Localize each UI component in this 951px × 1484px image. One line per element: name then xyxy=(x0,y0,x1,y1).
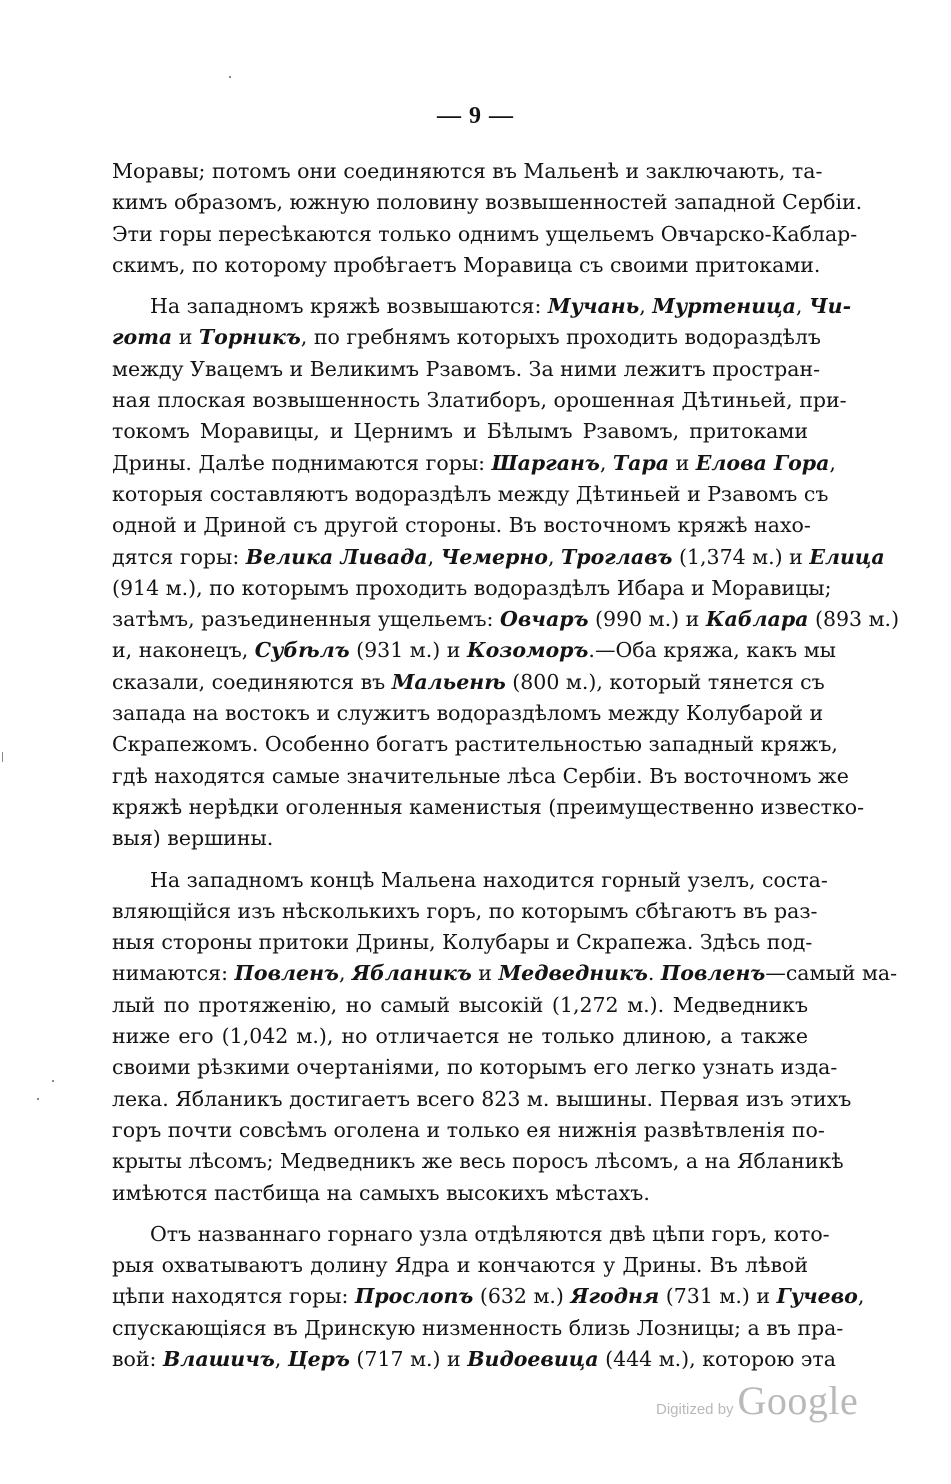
text-line xyxy=(112,1219,830,1250)
text-line xyxy=(112,385,847,416)
italic-place-name: Мучань xyxy=(547,294,640,319)
text-run: кимъ образомъ, южную половину возвышенностей западной Сербіи. xyxy=(112,190,863,215)
text-run: , xyxy=(599,450,613,475)
italic-place-name: Влашичъ xyxy=(162,1346,275,1371)
text-run: выя) вершины. xyxy=(112,826,274,851)
text-line xyxy=(112,1281,865,1312)
italic-place-name: Субѣлъ xyxy=(254,638,350,663)
text-run: , по гребнямъ которыхъ проходить водораздѣлъ xyxy=(300,325,821,350)
text-line xyxy=(112,990,808,1021)
body-text xyxy=(112,156,900,1375)
text-line xyxy=(112,573,832,604)
paragraph-gap xyxy=(112,855,808,865)
text-run: (717 м.) и xyxy=(349,1346,468,1371)
italic-place-name: Троглавъ xyxy=(561,544,673,569)
italic-place-name: Мальенѣ xyxy=(391,669,506,694)
text-line xyxy=(112,542,885,573)
page-number: — 9 — xyxy=(437,103,514,129)
text-run: (800 м.), который тянется съ xyxy=(505,669,825,694)
text-run: кряжѣ нерѣдки оголенныя каменистыя (преимущественно известко- xyxy=(112,794,865,819)
google-logo: Google xyxy=(737,1378,859,1423)
text-line xyxy=(112,1021,808,1052)
text-line xyxy=(112,322,821,353)
text-run: , xyxy=(857,1284,865,1309)
text-line xyxy=(112,219,858,250)
text-run: горъ почти совсѣмъ оголена и только ея нижнія развѣтвленія по- xyxy=(112,1117,825,1142)
text-run: затѣмъ, разъединенныя ущельемъ: xyxy=(112,607,500,632)
italic-place-name: Торникъ xyxy=(198,325,301,350)
italic-place-name: Овчаръ xyxy=(499,607,589,632)
italic-place-name: Видоевица xyxy=(467,1346,599,1371)
text-run: одной и Дриной съ другой стороны. Въ восточномъ кряжѣ нахо- xyxy=(112,513,811,538)
paragraph xyxy=(112,1219,865,1375)
italic-place-name: Чи- xyxy=(808,294,852,319)
text-line xyxy=(112,792,865,823)
italic-place-name: Козоморъ xyxy=(466,638,589,663)
watermark-prefix: Digitized by xyxy=(656,1401,734,1418)
text-run: (731 м.) и xyxy=(659,1284,777,1309)
text-run: и xyxy=(471,961,499,986)
text-line xyxy=(112,865,828,896)
italic-place-name: Прослопъ xyxy=(354,1284,474,1309)
text-line xyxy=(112,1250,808,1281)
text-line xyxy=(112,1115,825,1146)
italic-place-name: гота xyxy=(112,325,173,350)
paragraph-gap xyxy=(112,281,808,291)
text-line xyxy=(112,448,836,479)
italic-place-name: Елова Гора xyxy=(695,450,830,475)
text-line xyxy=(112,927,813,958)
text-run: гдѣ находятся самые значительные лѣса Сербіи. Въ восточномъ же xyxy=(112,763,849,788)
text-line xyxy=(112,698,824,729)
text-line xyxy=(112,416,808,447)
scan-speck xyxy=(37,1098,39,1100)
text-run: и, наконецъ, xyxy=(112,638,255,663)
text-run: (914 м.), по которымъ проходить водораздѣлъ Ибара и Моравицы; xyxy=(112,575,832,600)
italic-place-name: Шарганъ xyxy=(491,450,600,475)
scan-speck xyxy=(52,1080,54,1082)
text-line xyxy=(112,1313,844,1344)
italic-place-name: Повленъ xyxy=(234,961,339,986)
text-run: На западномъ концѣ Мальена находится горный узелъ, соста- xyxy=(150,867,828,892)
text-run: токомъ Моравицы, и Цернимъ и Бѣлымъ Рзавомъ, притоками xyxy=(112,419,808,444)
text-run: На западномъ кряжѣ возвышаются: xyxy=(150,294,548,319)
text-line xyxy=(112,1146,844,1177)
text-run: , xyxy=(547,544,562,569)
text-line xyxy=(112,354,821,385)
text-line xyxy=(112,635,836,666)
text-run: Скрапежомъ. Особенно богатъ растительностью западный кряжъ, xyxy=(112,732,838,757)
text-line xyxy=(112,729,838,760)
text-run: вой: xyxy=(112,1346,163,1371)
text-run: ная плоская возвышенность Златиборъ, орошенная Дѣтиньей, при- xyxy=(112,388,847,413)
italic-place-name: Муртеница xyxy=(652,294,796,319)
text-run: дятся горы: xyxy=(112,544,246,569)
text-run: запада на востокъ и служитъ водораздѣломъ между Колубарой и xyxy=(112,701,824,726)
text-run: . xyxy=(647,961,661,986)
text-line xyxy=(112,823,808,854)
scan-speck xyxy=(2,752,3,762)
italic-place-name: Елица xyxy=(809,544,885,569)
text-run: своими рѣзкими очертаніями, по которымъ его легко узнать изда- xyxy=(112,1055,838,1080)
italic-place-name: Каблара xyxy=(705,607,809,632)
text-line xyxy=(112,1052,838,1083)
text-line xyxy=(112,510,811,541)
text-line xyxy=(112,667,825,698)
paragraph xyxy=(112,156,863,281)
text-run: спускающіяся въ Дринскую низменность близь Лозницы; а въ пра- xyxy=(112,1315,844,1340)
text-line xyxy=(112,1178,808,1209)
text-run: —самый ма- xyxy=(765,961,898,986)
text-run: лека. Ябланикъ достигаетъ всего 823 м. вышины. Первая изъ этихъ xyxy=(112,1086,852,1111)
italic-place-name: Чемерно xyxy=(440,544,548,569)
italic-place-name: Ягодня xyxy=(570,1284,660,1309)
italic-place-name: Тара xyxy=(612,450,670,475)
text-run: лый по протяженію, но самый высокій (1,272 м.). Медведникъ xyxy=(112,992,808,1017)
text-run: вляющійся изъ нѣсколькихъ горъ, по которымъ сбѣгаютъ въ раз- xyxy=(112,898,818,923)
text-run: и xyxy=(669,450,696,475)
text-run: Эти горы пересѣкаются только однимъ ущельемъ Овчарско-Каблар- xyxy=(112,221,858,246)
text-line xyxy=(112,291,852,322)
italic-place-name: Повленъ xyxy=(660,961,766,986)
text-line xyxy=(112,250,821,281)
text-run: (444 м.), которою эта xyxy=(598,1346,836,1371)
text-line xyxy=(112,156,823,187)
text-run: , xyxy=(338,961,352,986)
italic-place-name: Гучево xyxy=(776,1284,858,1309)
text-run: Отъ названнаго горнаго узла отдѣляются двѣ цѣпи горъ, кото- xyxy=(150,1221,830,1246)
text-line xyxy=(112,604,900,635)
text-run: , xyxy=(274,1346,288,1371)
paragraph xyxy=(112,291,900,854)
text-run: (1,374 м.) и xyxy=(672,544,810,569)
text-run: скимъ, по которому пробѣгаетъ Моравица съ своими притоками. xyxy=(112,252,821,277)
italic-place-name: Ябланикъ xyxy=(351,961,472,986)
text-line xyxy=(112,187,863,218)
text-line xyxy=(112,1344,836,1375)
text-line xyxy=(112,761,849,792)
text-line xyxy=(112,896,818,927)
text-run: (931 м.) и xyxy=(349,638,467,663)
text-run: (893 м.) xyxy=(808,607,900,632)
scan-speck xyxy=(229,76,231,78)
text-run: , xyxy=(795,294,809,319)
text-run: нимаются: xyxy=(112,961,235,986)
italic-place-name: Церъ xyxy=(287,1346,350,1371)
text-run: , xyxy=(639,294,653,319)
text-run: , xyxy=(427,544,441,569)
text-run: которыя составляютъ водораздѣлъ между Дѣтиньей и Рзавомъ съ xyxy=(112,481,829,506)
text-run: между Увацемъ и Великимъ Рзавомъ. За ними лежитъ простран- xyxy=(112,356,821,381)
text-run: сказали, соединяются въ xyxy=(112,669,392,694)
text-run: , xyxy=(829,450,836,475)
text-run: .—Оба кряжа, какъ мы xyxy=(588,638,836,663)
paragraph xyxy=(112,865,898,1209)
text-run: Дрины. Далѣе поднимаются горы: xyxy=(112,450,492,475)
paragraph-gap xyxy=(112,1209,808,1219)
text-line xyxy=(112,479,829,510)
text-run: рыя охватываютъ долину Ядра и кончаются у Дрины. Въ лѣвой xyxy=(112,1253,808,1278)
italic-place-name: Медведникъ xyxy=(498,961,648,986)
text-run: имѣются пастбища на самыхъ высокихъ мѣстахъ. xyxy=(112,1180,650,1205)
text-run: (990 м.) и xyxy=(588,607,706,632)
text-run: цѣпи находятся горы: xyxy=(112,1284,355,1309)
italic-place-name: Велика Ливада xyxy=(245,544,428,569)
text-run: и xyxy=(172,325,199,350)
digitized-by-google-watermark xyxy=(656,1377,858,1437)
text-run: ниже его (1,042 м.), но отличается не только длиною, а также xyxy=(112,1024,808,1049)
text-line xyxy=(112,1084,852,1115)
text-run: крыты лѣсомъ; Медведникъ же весь поросъ лѣсомъ, а на Ябланикѣ xyxy=(112,1149,844,1174)
text-run: (632 м.) xyxy=(473,1284,571,1309)
text-line xyxy=(112,958,898,989)
text-run: Моравы; потомъ они соединяются въ Мальенѣ и заключають, та- xyxy=(112,159,823,183)
text-run: ныя стороны притоки Дрины, Колубары и Скрапежа. Здѣсь под- xyxy=(112,930,813,955)
